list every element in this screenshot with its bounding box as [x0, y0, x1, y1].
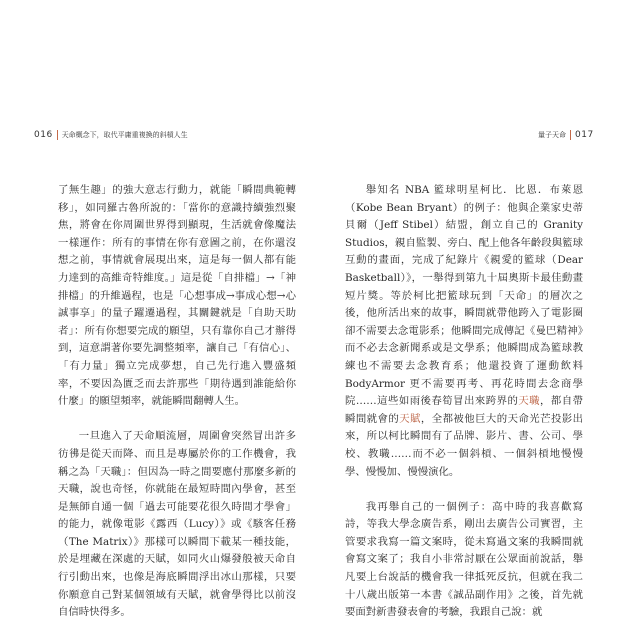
- body-paragraph: 舉知名 NBA 籃球明星柯比．比恩．布萊恩（Kobe Bean Bryant）的例子：他與企業家史蒂貝爾（Jeff Stibel）結盟，創立自己的 Granity Studios，親自監製、旁白、配上他各年齡段與籃球互動的畫面，完成了紀錄片《親愛的籃球（Dear Basketball）》，一舉得到第九十屆奧斯卡最佳動畫短片獎。等於柯比把籃球玩到「天命」的層次之後，他所活出來的故事，瞬間就帶他跨入了電影圈卻不需要去念電影系；他瞬間完成傳記《曼巴精神》而不必去念新聞系或是文學系；他瞬間成為籃球教練也不需要去念教育系；他還投資了運動飲料 BodyArmor 更不需要再考、再花時間去念商學院……這些如雨後春筍冒出來跨界的天職，都自帶瞬間就會的天賦，全都被他巨大的天命光芒投影出來，所以柯比瞬間有了品牌、影片、書、公司、學校、教職……而不必一個斜槓、一個斜槓地慢慢學、慢慢加、慢慢演化。: [345, 184, 584, 478]
- page-number-left: 016: [34, 130, 53, 140]
- chapter-title: 天命概念下，取代平庸重複換的斜槓人生: [61, 131, 188, 139]
- header-separator: [57, 130, 58, 140]
- right-page-body: [345, 182, 583, 639]
- body-paragraph: 了無生趣」的強大意志行動力，就能「瞬間典範轉移」，如同羅古魯所說的：「當你的意識持續強烈聚焦，將會在你周圍世界得到顯現，生活就會像魔法一樣運作：所有的事情在你有意圖之前，在你還沒想之前，事情就會展現出來，這是每一個人都有能力達到的高維奇特維度。」這是從「自排檔」→「神排檔」的升維過程，也是「心想事成→事成心想→心誠事享」的量子躍遷過程，其關鍵就是「自助天助者」：所有你想要完成的願望，只有靠你自己才辦得到，這意謂著你要先調整頻率，讓自己「有信心」、「有力量」獨立完成夢想，自己先行進入豐盛頻率，不要因為匱乏而去許那些「期待遇到誰能給你什麼」的願望頻率，就能瞬間翻轉人生。: [58, 184, 296, 408]
- left-page-body: [58, 182, 296, 639]
- body-paragraph: 我再舉自己的一個例子：高中時的我喜歡寫詩，等我大學念廣告系，剛出去廣告公司實習，主管要求我寫一篇文案時，從未寫過文案的我瞬間就會寫文案了；我自小非常討厭在公眾面前說話，舉凡要上台說話的機會我一律抵死反抗，但就在我二十八歲出版第一本書《誠品副作用》之後，首先就要面對新書發表會的考驗，我跟自己說：就: [345, 500, 583, 619]
- header-separator: [570, 130, 571, 140]
- highlighted-word: 天職: [518, 395, 541, 408]
- highlighted-word: 天賦: [399, 412, 421, 425]
- book-title: 量子天命: [538, 131, 566, 139]
- body-paragraph: 一旦進入了天命順流層，周圍會突然冒出許多彷彿是從天而降、而且是專屬於你的工作機會，我稱之為「天職」：但因為一時之間要應付那麼多新的天職，說也奇怪，你就能在最短時間內學會，甚至是無師自通一個「過去可能要花很久時間才學會」的能力，就像電影《露西（Lucy）》或《駭客任務（The Matrix）》那樣可以瞬間下載某一種技能，於是埋藏在深處的天賦，如同火山爆發般被天命自行引動出來，也像是海底瞬間浮出冰山那樣，只要你願意自己對某個領域有天賦，就會學得比以前沒自信時快得多。: [58, 430, 296, 619]
- page-number-right: 017: [575, 130, 594, 140]
- page-header-left: [34, 130, 188, 140]
- page-header-right: [538, 130, 594, 140]
